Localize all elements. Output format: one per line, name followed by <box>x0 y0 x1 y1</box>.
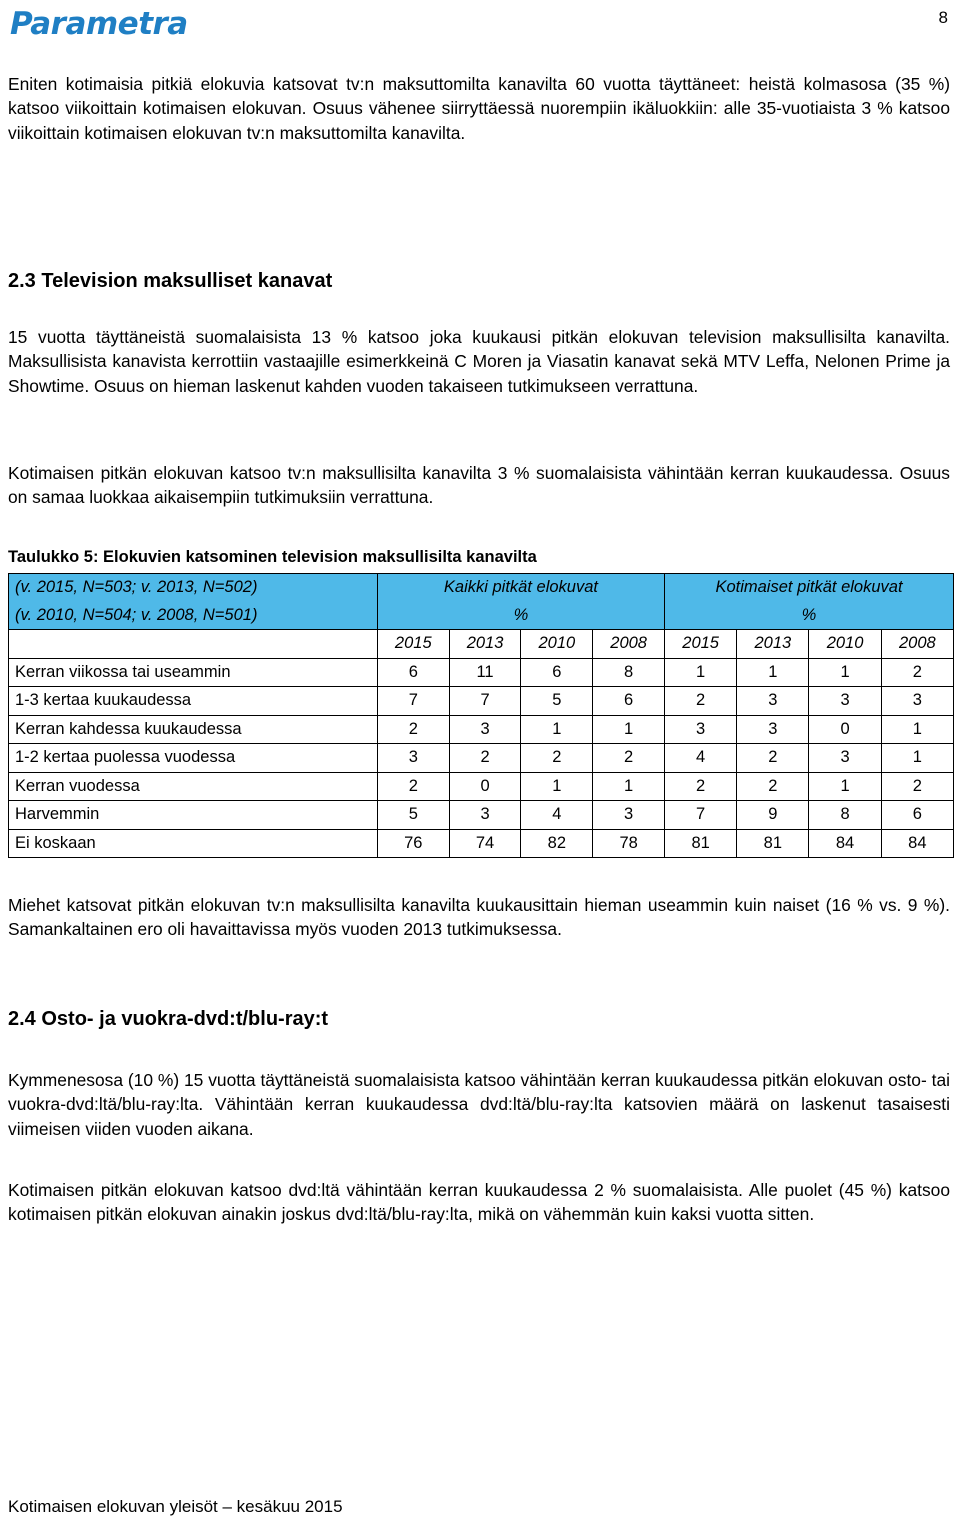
table-cell: 2 <box>881 658 953 687</box>
group-domestic-films-unit: % <box>665 602 954 630</box>
table-cell: 84 <box>881 829 953 858</box>
table-cell: 2 <box>665 687 737 716</box>
table-cell: 81 <box>665 829 737 858</box>
paragraph-gender: Miehet katsovat pitkän elokuvan tv:n maksullisilta kanavilta kuukausittain hieman useammin kuin naiset (16 % vs. 9 %). Samankaltainen ero oli havaittavissa myös vuoden 2013 tutkimuksessa. <box>8 895 950 940</box>
table-cell: 82 <box>521 829 593 858</box>
table-cell: 3 <box>665 715 737 744</box>
year-header: 2010 <box>521 630 593 659</box>
table-cell: 11 <box>449 658 521 687</box>
table-cell: 0 <box>809 715 881 744</box>
table-cell: 0 <box>449 772 521 801</box>
table-cell: 2 <box>377 772 449 801</box>
table-cell: 2 <box>737 772 809 801</box>
table-cell: 6 <box>881 801 953 830</box>
table-cell: 7 <box>665 801 737 830</box>
table-cell: 3 <box>377 744 449 773</box>
logo-text: Parametra <box>10 6 188 42</box>
year-header: 2013 <box>449 630 521 659</box>
table-cell: 6 <box>521 658 593 687</box>
page-number: 8 <box>938 8 948 27</box>
row-label: Kerran vuodessa <box>9 772 378 801</box>
table-cell: 2 <box>593 744 665 773</box>
table-cell: 4 <box>521 801 593 830</box>
year-header: 2008 <box>593 630 665 659</box>
row-label: Kerran kahdessa kuukaudessa <box>9 715 378 744</box>
table-cell: 74 <box>449 829 521 858</box>
table-cell: 1 <box>665 658 737 687</box>
table-cell: 8 <box>809 801 881 830</box>
table-cell: 4 <box>665 744 737 773</box>
row-label: Harvemmin <box>9 801 378 830</box>
table-row <box>9 801 954 830</box>
table-cell: 2 <box>377 715 449 744</box>
year-header: 2010 <box>809 630 881 659</box>
table-cell: 8 <box>593 658 665 687</box>
table-note-2: (v. 2010, N=504; v. 2008, N=501) <box>9 602 378 630</box>
table-cell: 7 <box>449 687 521 716</box>
table-years-row <box>9 630 954 659</box>
years-row-blank <box>9 630 378 659</box>
paragraph-intro: Eniten kotimaisia pitkiä elokuvia katsovat tv:n maksuttomilta kanavilta 60 vuotta täyttäneet: heistä kolmasosa (35 %) katsoo viikoittain kotimaisen elokuvan. Osuus vähenee siirryttäessä nuorempiin ikäluokkiin: alle 35-vuotiaista 3 % katsoo viikoittain kotimaisen elokuvan tv:n maksuttomilta kanavilta. <box>8 74 950 143</box>
table-cell: 81 <box>737 829 809 858</box>
table-cell: 2 <box>881 772 953 801</box>
table-cell: 1 <box>593 772 665 801</box>
table-caption: Taulukko 5: Elokuvien katsominen television maksullisilta kanavilta <box>8 548 537 566</box>
table-cell: 1 <box>881 744 953 773</box>
group-all-films-unit: % <box>377 602 664 630</box>
table-cell: 5 <box>377 801 449 830</box>
table-row <box>9 744 954 773</box>
table-cell: 84 <box>809 829 881 858</box>
table-cell: 3 <box>809 744 881 773</box>
table-row <box>9 658 954 687</box>
table-cell: 1 <box>737 658 809 687</box>
table-row <box>9 772 954 801</box>
paragraph-paid-channels: 15 vuotta täyttäneistä suomalaisista 13 % katsoo joka kuukausi pitkän elokuvan television maksullisilta kanavilta. Maksullisista kanavista kerrottiin vastaajille esimerkkeinä C Moren ja Viasatin kanavat sekä MTV Leffa, Nelonen Prime ja Showtime. Osuus on hieman laskenut kahden vuoden takaiseen tutkimukseen verrattuna. <box>8 327 950 396</box>
paragraph-domestic-dvd: Kotimaisen pitkän elokuvan katsoo dvd:ltä vähintään kerran kuukaudessa 2 % suomalaisista. Alle puolet (45 %) katsoo kotimaisen pitkän elokuvan ainakin joskus dvd:ltä/blu-ray:lta, mikä on vähemmän kuin kaksi vuotta sitten. <box>8 1180 950 1225</box>
section-heading-2-4: 2.4 Osto- ja vuokra-dvd:t/blu-ray:t <box>8 1008 329 1030</box>
table-cell: 2 <box>449 744 521 773</box>
group-all-films-title: Kaikki pitkät elokuvat <box>377 574 664 602</box>
year-header: 2013 <box>737 630 809 659</box>
paragraph-dvd: Kymmenesosa (10 %) 15 vuotta täyttäneistä suomalaisista katsoo vähintään kerran kuukaudessa pitkän elokuvan osto- tai vuokra-dvd:ltä/blu-ray:lta. Vähintään kerran kuukaudessa dvd:ltä/blu-ray:lta katsovien määrä on laskenut tasaisesti viimeisen viiden vuoden aikana. <box>8 1070 950 1139</box>
table-cell: 3 <box>809 687 881 716</box>
table-row <box>9 715 954 744</box>
table-row <box>9 687 954 716</box>
table-cell: 1 <box>881 715 953 744</box>
table-cell: 7 <box>377 687 449 716</box>
table-cell: 2 <box>737 744 809 773</box>
year-header: 2008 <box>881 630 953 659</box>
section-heading-2-3: 2.3 Television maksulliset kanavat <box>8 270 333 292</box>
group-domestic-films-title: Kotimaiset pitkät elokuvat <box>665 574 954 602</box>
table-cell: 3 <box>881 687 953 716</box>
year-header: 2015 <box>665 630 737 659</box>
table-cell: 1 <box>521 772 593 801</box>
table-cell: 3 <box>593 801 665 830</box>
row-label: 1-3 kertaa kuukaudessa <box>9 687 378 716</box>
data-table <box>8 573 954 858</box>
table-cell: 3 <box>449 715 521 744</box>
parametra-logo <box>8 4 188 44</box>
table-cell: 6 <box>377 658 449 687</box>
table-cell: 76 <box>377 829 449 858</box>
table-cell: 3 <box>737 715 809 744</box>
table-row <box>9 829 954 858</box>
row-label: Kerran viikossa tai useammin <box>9 658 378 687</box>
table-cell: 5 <box>521 687 593 716</box>
table-cell: 2 <box>521 744 593 773</box>
table-cell: 3 <box>737 687 809 716</box>
row-label: 1-2 kertaa puolessa vuodessa <box>9 744 378 773</box>
paragraph-domestic-paid: Kotimaisen pitkän elokuvan katsoo tv:n maksullisilta kanavilta 3 % suomalaisista vähintään kerran kuukaudessa. Osuus on samaa luokkaa aikaisempiin tutkimuksiin verrattuna. <box>8 463 950 508</box>
table-note-1: (v. 2015, N=503; v. 2013, N=502) <box>9 574 378 602</box>
table-cell: 78 <box>593 829 665 858</box>
table-cell: 1 <box>593 715 665 744</box>
page-footer: Kotimaisen elokuvan yleisöt – kesäkuu 2015 <box>8 1497 343 1516</box>
table-cell: 9 <box>737 801 809 830</box>
table-cell: 2 <box>665 772 737 801</box>
table-cell: 1 <box>809 772 881 801</box>
row-label: Ei koskaan <box>9 829 378 858</box>
year-header: 2015 <box>377 630 449 659</box>
table-header-row-2 <box>9 602 954 630</box>
table-cell: 1 <box>809 658 881 687</box>
table-cell: 6 <box>593 687 665 716</box>
table-cell: 3 <box>449 801 521 830</box>
table-cell: 1 <box>521 715 593 744</box>
table-header-row-1 <box>9 574 954 602</box>
